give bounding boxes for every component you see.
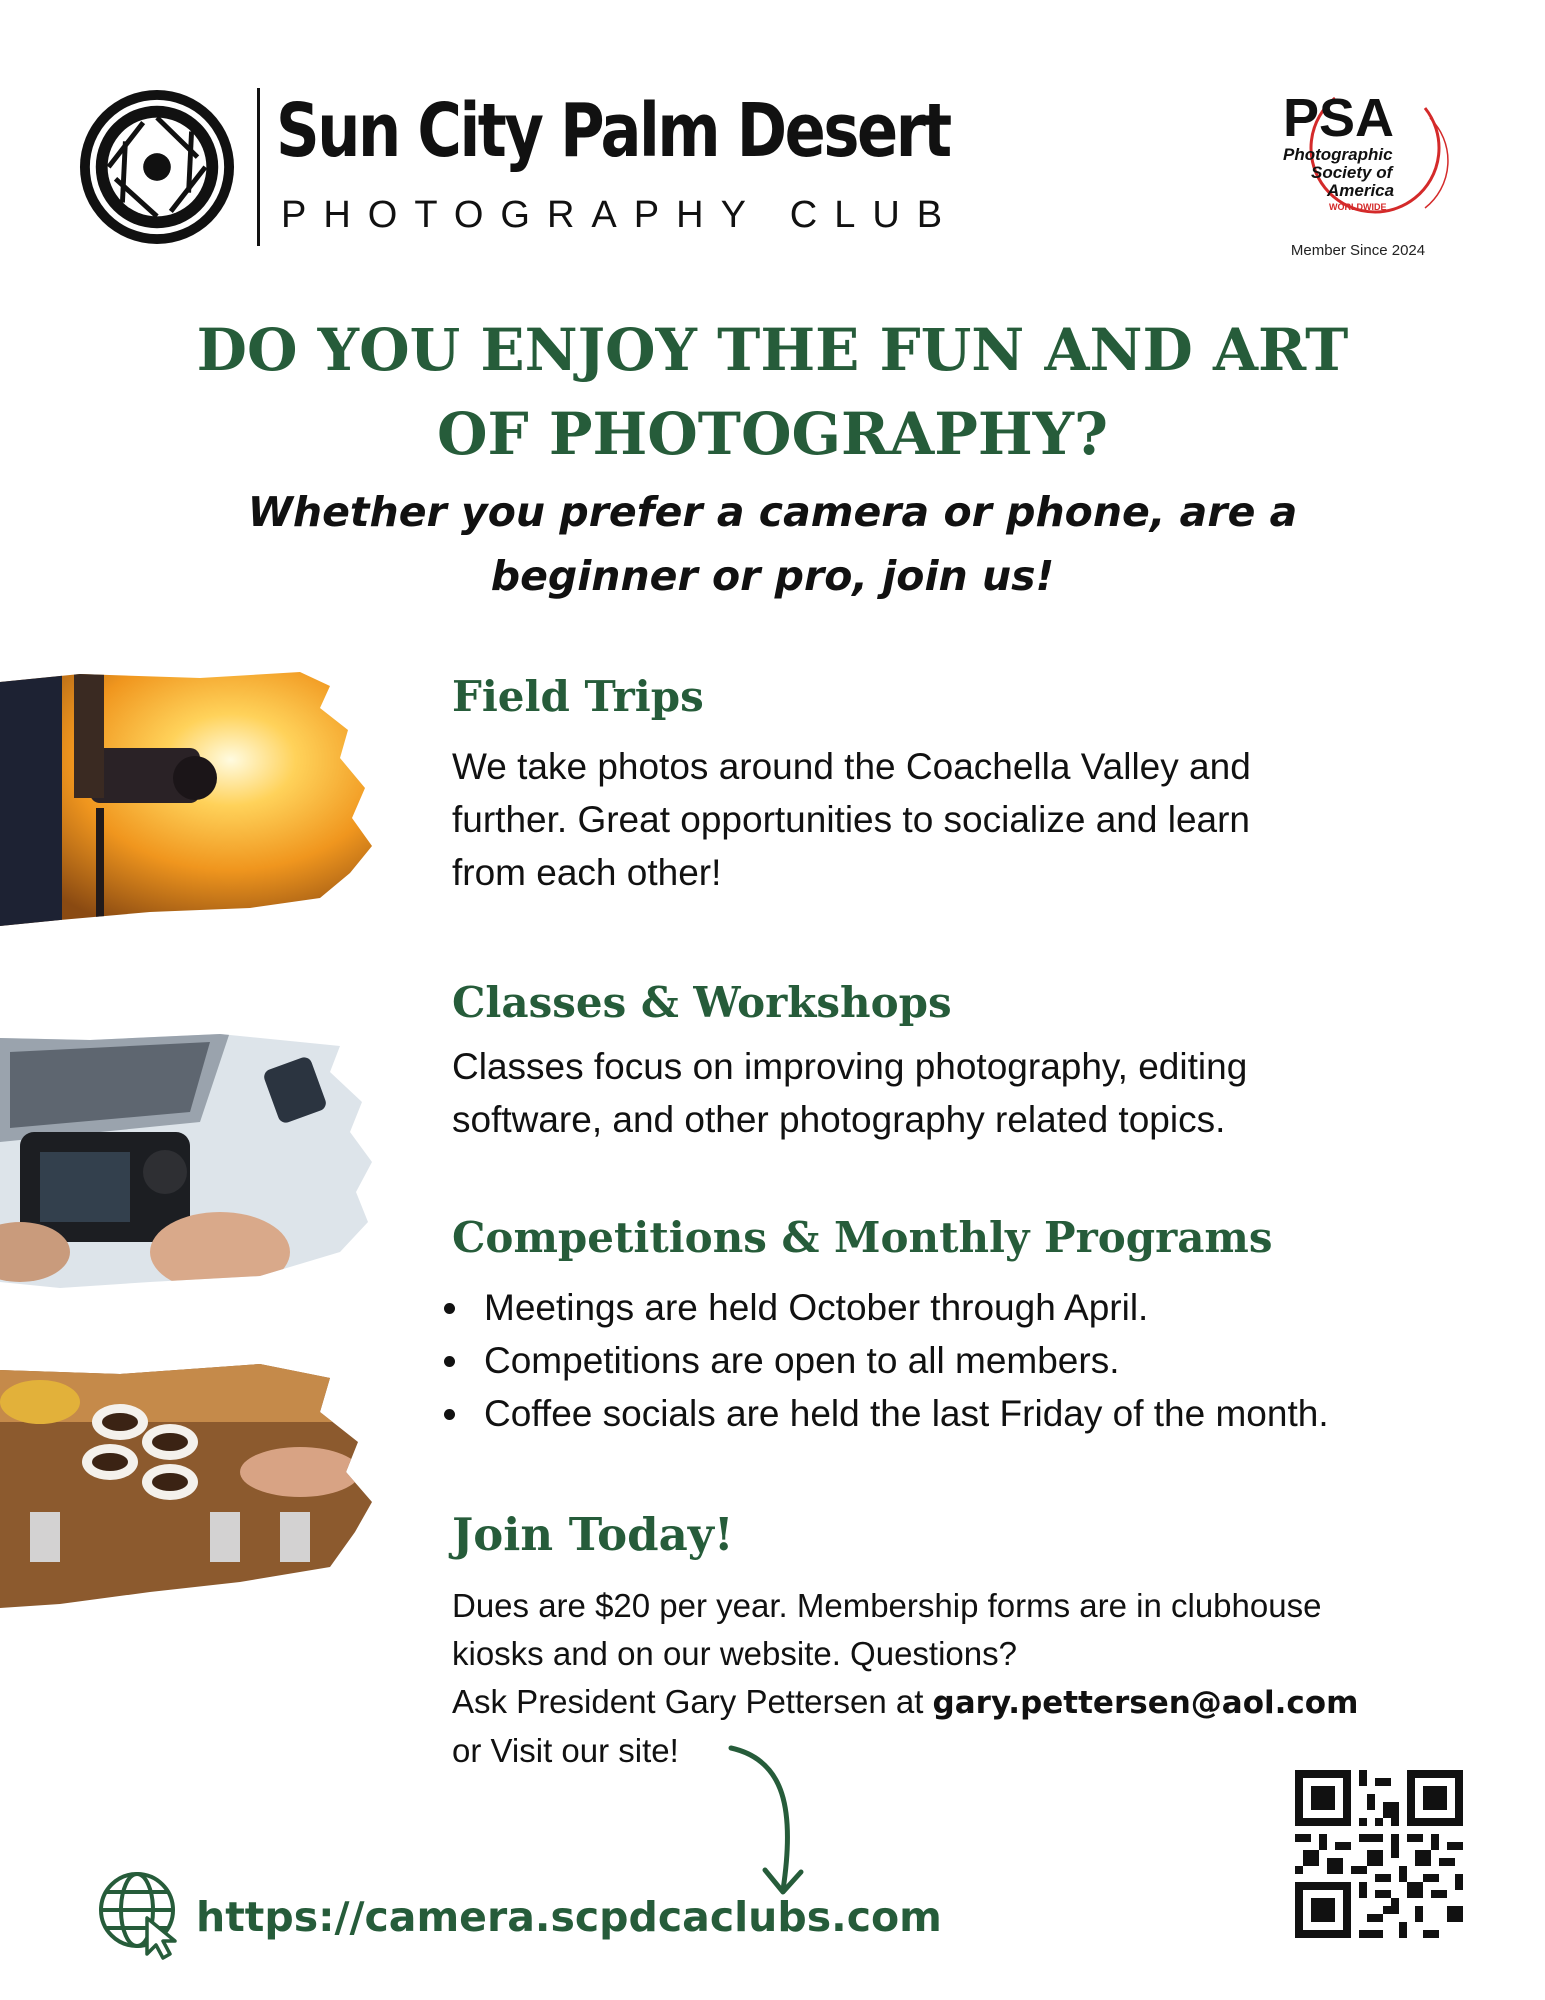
join-line3-prefix: Ask President Gary Pettersen at <box>452 1683 933 1720</box>
club-subtitle: PHOTOGRAPHY CLUB <box>281 194 960 236</box>
tagline-line1: Whether you prefer a camera or phone, are a <box>247 488 1298 536</box>
psa-logo <box>1275 78 1455 238</box>
join-title: Join Today! <box>452 1508 734 1561</box>
field-trips-body <box>452 740 1251 899</box>
bullet-icon <box>444 1356 455 1367</box>
competitions-list <box>430 1281 1329 1440</box>
tagline <box>0 480 1545 608</box>
psa-line2: Society of <box>1311 163 1393 182</box>
globe-cursor-icon <box>95 1868 187 1960</box>
headline-line1: DO YOU ENJOY THE FUN AND ART <box>196 316 1349 384</box>
psa-abbr: PSA <box>1283 88 1395 148</box>
competitions-title: Competitions & Monthly Programs <box>452 1213 1273 1262</box>
bullet-icon <box>444 1303 455 1314</box>
club-name: Sun City Palm Desert <box>276 88 950 174</box>
list-item-text: Coffee socials are held the last Friday of the month. <box>484 1393 1329 1434</box>
field-trips-line: from each other! <box>452 852 722 893</box>
psa-line4: WORLDWIDE <box>1329 202 1387 212</box>
classes-line: Classes focus on improving photography, editing <box>452 1046 1248 1087</box>
website-link[interactable]: https://camera.scpdcaclubs.com <box>196 1893 942 1941</box>
headline-line2: OF PHOTOGRAPHY? <box>436 400 1109 468</box>
join-line3 <box>452 1678 1358 1727</box>
psa-line1: Photographic <box>1283 145 1393 164</box>
logo-divider <box>257 88 260 246</box>
qr-code-icon[interactable] <box>1295 1770 1463 1938</box>
classes-body <box>452 1040 1247 1146</box>
contact-email-link[interactable]: gary.pettersen@aol.com <box>932 1685 1359 1721</box>
camera-aperture-icon <box>78 88 236 246</box>
join-body <box>452 1582 1358 1775</box>
coffee-social-photo <box>0 1362 372 1612</box>
field-trip-photo <box>0 668 372 930</box>
join-line4: or Visit our site! <box>452 1732 679 1769</box>
field-trips-line: We take photos around the Coachella Valley and <box>452 746 1251 787</box>
headline <box>0 308 1545 476</box>
join-line2: kiosks and on our website. Questions? <box>452 1635 1017 1672</box>
bullet-icon <box>444 1409 455 1420</box>
list-item-text: Competitions are open to all members. <box>484 1340 1120 1381</box>
curved-arrow-down-icon <box>725 1740 835 1905</box>
list-item <box>430 1387 1329 1440</box>
psa-line3: America <box>1327 181 1395 200</box>
list-item-text: Meetings are held October through April. <box>484 1287 1149 1328</box>
classes-photo <box>0 1032 372 1292</box>
tagline-line2: beginner or pro, join us! <box>490 552 1055 600</box>
psa-member-since: Member Since 2024 <box>1290 242 1426 259</box>
list-item <box>430 1281 1329 1334</box>
list-item <box>430 1334 1329 1387</box>
field-trips-title: Field Trips <box>452 672 704 721</box>
field-trips-line: further. Great opportunities to socialize and learn <box>452 799 1251 840</box>
classes-line: software, and other photography related topics. <box>452 1099 1226 1140</box>
classes-title: Classes & Workshops <box>452 978 952 1027</box>
join-line1: Dues are $20 per year. Membership forms are in clubhouse <box>452 1587 1322 1624</box>
